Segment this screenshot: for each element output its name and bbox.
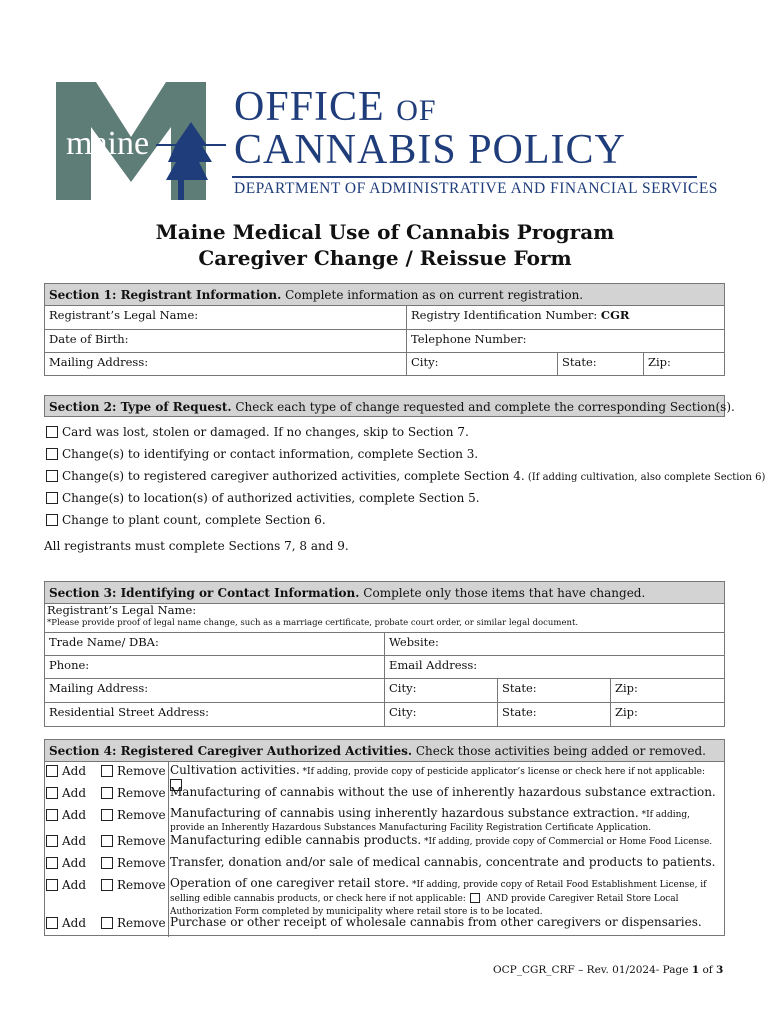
- department-name: DEPARTMENT OF ADMINISTRATIVE AND FINANCIAL SERVICES: [234, 180, 718, 197]
- zip-field[interactable]: Zip:: [615, 705, 638, 719]
- section-3-header: Section 3: Identifying or Contact Information. Complete only those items that have changed.: [45, 582, 724, 604]
- mailing-address-field[interactable]: Mailing Address:: [45, 679, 385, 702]
- telephone-field[interactable]: Telephone Number:: [411, 332, 527, 346]
- section-2-header: Section 2: Type of Request. Check each type of change requested and complete the corresponding Section(s).: [44, 395, 725, 417]
- residential-address-field[interactable]: Residential Street Address:: [45, 703, 385, 726]
- activity-row: [44, 916, 725, 934]
- checkbox[interactable]: [46, 809, 58, 821]
- section-4-header: Section 4: Registered Caregiver Authorized Activities. Check those activities being added or removed.: [45, 740, 724, 762]
- request-option-1[interactable]: Card was lost, stolen or damaged. If no changes, skip to Section 7.: [46, 425, 469, 439]
- trade-name-field[interactable]: Trade Name/ DBA:: [45, 633, 385, 655]
- activity-description: Manufacturing of cannabis using inherently hazardous substance extraction. *If adding, provide an Inherently Hazardous Substances Manufacturing Facility Registration Certificate Application.: [170, 806, 690, 833]
- form-title: Maine Medical Use of Cannabis Program: [155, 220, 615, 244]
- checkbox[interactable]: [101, 787, 113, 799]
- page-footer: OCP_CGR_CRF – Rev. 01/2024- Page 1 of 3: [493, 964, 724, 976]
- checkbox[interactable]: [101, 879, 113, 891]
- org-name-line2: CANNABIS POLICY: [234, 127, 626, 173]
- checkbox[interactable]: [46, 492, 58, 504]
- request-option-5[interactable]: Change to plant count, complete Section 6.: [46, 513, 326, 527]
- activity-row: [44, 764, 725, 782]
- logo-word: maine: [66, 125, 150, 162]
- checkbox[interactable]: [46, 765, 58, 777]
- checkbox[interactable]: [46, 857, 58, 869]
- add-option[interactable]: Add: [46, 834, 86, 848]
- checkbox[interactable]: [101, 835, 113, 847]
- state-field[interactable]: State:: [558, 353, 644, 375]
- checkbox[interactable]: [46, 448, 58, 460]
- remove-option[interactable]: Remove: [101, 764, 166, 778]
- checkbox[interactable]: [46, 426, 58, 438]
- activity-description: Manufacturing of cannabis without the use of inherently hazardous substance extraction.: [170, 785, 716, 799]
- activity-description: Manufacturing edible cannabis products. *If adding, provide copy of Commercial or Home Food License.: [170, 833, 713, 847]
- add-option[interactable]: Add: [46, 764, 86, 778]
- legal-name-field[interactable]: Registrant’s Legal Name:: [47, 603, 197, 617]
- remove-option[interactable]: Remove: [101, 878, 166, 892]
- remove-option[interactable]: Remove: [101, 834, 166, 848]
- org-name-line1: OFFICE OF: [234, 84, 437, 130]
- checkbox[interactable]: [46, 470, 58, 482]
- request-option-4[interactable]: Change(s) to location(s) of authorized activities, complete Section 5.: [46, 491, 480, 505]
- activity-description: Purchase or other receipt of wholesale cannabis from other caregivers or dispensaries.: [170, 915, 702, 929]
- remove-option[interactable]: Remove: [101, 808, 166, 822]
- city-field[interactable]: City:: [385, 703, 498, 726]
- activity-description: Cultivation activities. *If adding, provide copy of pesticide applicator’s license or check here if not applicable:: [170, 764, 722, 792]
- state-field[interactable]: State:: [498, 679, 611, 702]
- activity-row: [44, 808, 725, 832]
- activity-row: [44, 786, 725, 804]
- section-1-table: [44, 283, 725, 376]
- state-field[interactable]: State:: [498, 703, 611, 726]
- remove-option[interactable]: Remove: [101, 916, 166, 930]
- not-applicable-checkbox[interactable]: [470, 893, 480, 903]
- dob-field[interactable]: Date of Birth:: [45, 330, 407, 352]
- add-option[interactable]: Add: [46, 786, 86, 800]
- activity-row: [44, 876, 725, 917]
- checkbox[interactable]: [101, 765, 113, 777]
- add-option[interactable]: Add: [46, 856, 86, 870]
- checkbox[interactable]: [101, 857, 113, 869]
- zip-field[interactable]: Zip:: [648, 355, 671, 369]
- legal-name-field[interactable]: Registrant’s Legal Name:: [45, 306, 407, 329]
- required-sections-note: All registrants must complete Sections 7, 8 and 9.: [44, 539, 349, 553]
- phone-field[interactable]: Phone:: [45, 656, 385, 678]
- activity-description: Transfer, donation and/or sale of medical cannabis, concentrate and products to patients.: [170, 855, 716, 869]
- website-field[interactable]: Website:: [389, 635, 439, 649]
- activity-row: [44, 856, 725, 874]
- checkbox[interactable]: [101, 809, 113, 821]
- registry-id-field[interactable]: Registry Identification Number: CGR: [411, 308, 630, 322]
- checkbox[interactable]: [46, 879, 58, 891]
- city-field[interactable]: City:: [407, 353, 558, 375]
- legal-name-note: *Please provide proof of legal name change, such as a marriage certificate, probate court order, or similar legal document.: [47, 618, 579, 628]
- section-3-table: [44, 581, 725, 727]
- remove-option[interactable]: Remove: [101, 856, 166, 870]
- checkbox[interactable]: [46, 514, 58, 526]
- checkbox[interactable]: [101, 917, 113, 929]
- mailing-address-field[interactable]: Mailing Address:: [45, 353, 407, 375]
- zip-field[interactable]: Zip:: [615, 681, 638, 695]
- divider: [44, 416, 725, 417]
- add-option[interactable]: Add: [46, 878, 86, 892]
- activity-row: [44, 834, 725, 852]
- email-field[interactable]: Email Address:: [389, 658, 478, 672]
- remove-option[interactable]: Remove: [101, 786, 166, 800]
- add-option[interactable]: Add: [46, 808, 86, 822]
- form-subtitle: Caregiver Change / Reissue Form: [198, 246, 572, 270]
- section-1-header: Section 1: Registrant Information. Complete information as on current registration.: [45, 284, 724, 306]
- header-divider: [232, 176, 697, 178]
- checkbox[interactable]: [46, 917, 58, 929]
- activity-description: Operation of one caregiver retail store. *If adding, provide copy of Retail Food Establishment License, if selling edible cannabis products, or check here if not applicable: AND provide Caregiver Retail Store Local Authorization Form completed by municipality where retail store is to be located.: [170, 876, 707, 917]
- checkbox[interactable]: [46, 787, 58, 799]
- maine-logo: [56, 82, 226, 200]
- request-option-2[interactable]: Change(s) to identifying or contact information, complete Section 3.: [46, 447, 478, 461]
- add-option[interactable]: Add: [46, 916, 86, 930]
- city-field[interactable]: City:: [385, 679, 498, 702]
- request-option-3[interactable]: Change(s) to registered caregiver authorized activities, complete Section 4. (If adding cultivation, also complete Section 6): [46, 469, 765, 483]
- checkbox[interactable]: [46, 835, 58, 847]
